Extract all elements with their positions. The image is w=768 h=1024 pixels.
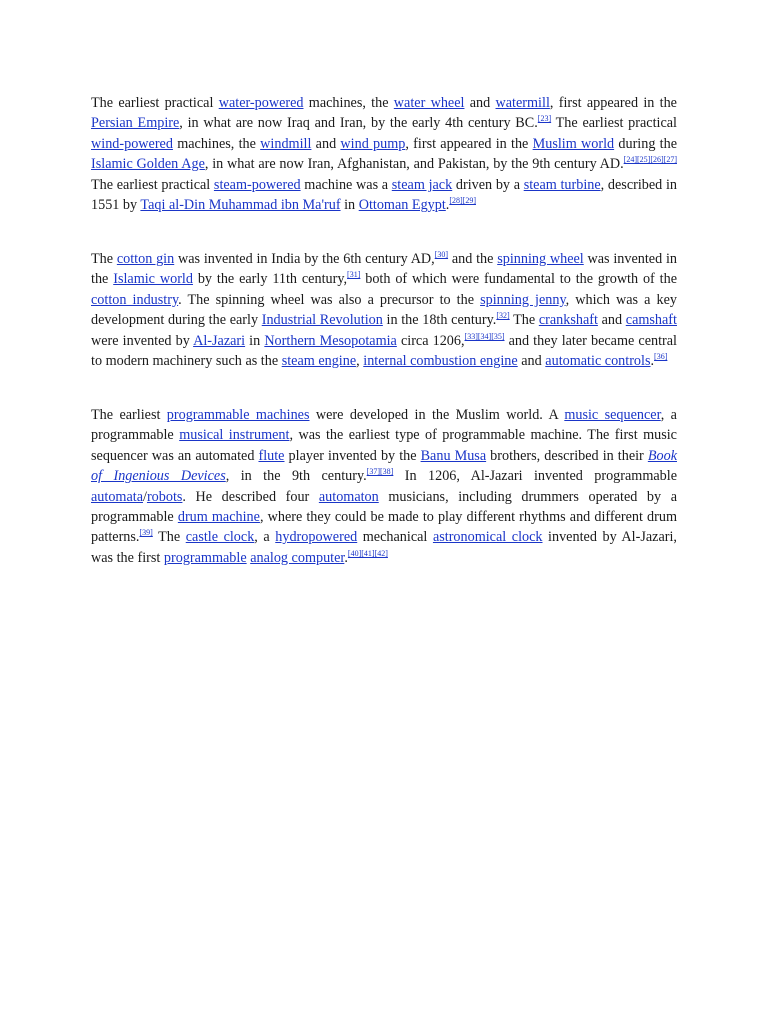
link-automatic-controls[interactable]: automatic controls: [545, 353, 651, 370]
text-run: both of which were fundamental to the growth of the: [360, 271, 677, 288]
text-run: machines, the: [172, 135, 261, 152]
link-al-jazari[interactable]: Al-Jazari: [193, 332, 246, 349]
text-run: were invented by: [91, 332, 194, 349]
link-northern-mesopotamia[interactable]: Northern Mesopotamia: [264, 332, 397, 349]
text-run: and: [517, 353, 546, 370]
text-run: , where they could be made to play different rhythms and different drum patterns.: [91, 509, 677, 546]
text-run: The earliest practical: [91, 176, 214, 193]
text-run: and: [464, 95, 496, 111]
citation-link[interactable]: [36]: [654, 352, 668, 362]
text-run: The earliest practical: [551, 115, 677, 132]
text-run: . He described four: [182, 488, 319, 505]
link-analog-computer[interactable]: analog computer: [250, 549, 345, 566]
link-castle-clock[interactable]: castle clock: [185, 529, 255, 546]
link-ottoman-egypt[interactable]: Ottoman Egypt: [358, 197, 446, 214]
citation-link[interactable]: [40][41][42]: [347, 548, 388, 558]
text-run: , described in 1551 by: [91, 176, 677, 214]
text-run: The earliest: [91, 407, 167, 423]
link-muslim-world[interactable]: Muslim world: [532, 135, 615, 152]
text-run: , first appeared in the: [549, 95, 677, 111]
link-programmable[interactable]: programmable: [163, 549, 247, 566]
citation-link[interactable]: [23]: [537, 114, 552, 124]
link-taqi-al-din-muhammad-ibn-ma-ruf[interactable]: Taqi al-Din Muhammad ibn Ma'ruf: [140, 197, 341, 214]
link-title-italic: Book of Ingenious Devices: [91, 447, 677, 485]
link-cotton-gin[interactable]: cotton gin: [116, 251, 175, 267]
text-run: , in what are now Iran, Afghanistan, and Pakistan, by the 9th century AD.: [204, 156, 624, 173]
paragraph-programmable-machines: [91, 405, 677, 568]
text-run: , first appeared in the: [405, 135, 533, 152]
link-steam-turbine[interactable]: steam turbine: [523, 176, 601, 193]
text-run: musicians, including drummers operated by a programmable: [91, 488, 677, 526]
link-wind-pump[interactable]: wind pump: [340, 135, 406, 152]
link-automata[interactable]: automata: [91, 488, 143, 505]
text-run: .: [344, 549, 348, 566]
text-run: in: [245, 332, 265, 349]
citation-link[interactable]: [30]: [434, 250, 449, 259]
link-astronomical-clock[interactable]: astronomical clock: [432, 529, 543, 546]
text-run: and: [311, 135, 341, 152]
citation-link[interactable]: [39]: [139, 528, 153, 538]
link-crankshaft[interactable]: crankshaft: [538, 312, 598, 329]
text-run: /: [143, 488, 147, 505]
text-run: ,: [356, 353, 364, 370]
text-run: machine was a: [300, 176, 392, 193]
text-run: and: [597, 312, 626, 329]
text-run: In 1206, Al-Jazari invented programmable: [393, 468, 677, 485]
link-hydropowered[interactable]: hydropowered: [275, 529, 358, 546]
link-islamic-golden-age[interactable]: Islamic Golden Age: [91, 156, 205, 173]
text-run: .: [445, 197, 450, 214]
text-run: The earliest practical: [91, 95, 219, 111]
link-water-powered[interactable]: water-powered: [218, 95, 304, 111]
link-industrial-revolution[interactable]: Industrial Revolution: [261, 312, 383, 329]
link-windmill[interactable]: windmill: [260, 135, 312, 152]
text-run: The: [509, 312, 539, 329]
text-run: , in what are now Iraq and Iran, by the early 4th century BC.: [179, 115, 538, 132]
text-run: in: [340, 197, 359, 214]
text-run: was invented in the: [91, 251, 678, 288]
text-run: .: [650, 353, 655, 370]
text-run: , was the earliest type of programmable machine. The first music sequencer was an automated: [91, 427, 677, 464]
link-flute[interactable]: flute: [258, 447, 285, 464]
text-run: player invented by the: [284, 447, 421, 464]
citation-link[interactable]: [37][38]: [366, 467, 394, 477]
link-steam-powered[interactable]: steam-powered: [213, 176, 301, 193]
text-run: invented by Al-Jazari, was the first: [91, 529, 677, 566]
link-drum-machine[interactable]: drum machine: [177, 509, 260, 526]
link-watermill[interactable]: watermill: [495, 95, 550, 111]
link-music-sequencer[interactable]: music sequencer: [564, 407, 661, 423]
text-run: were developed in the Muslim world. A: [309, 407, 565, 423]
link-wind-powered[interactable]: wind-powered: [91, 135, 173, 152]
citation-link[interactable]: [28][29]: [449, 196, 476, 206]
text-run: and they later became central to modern machinery such as the: [91, 332, 677, 370]
citation-link[interactable]: [31]: [347, 270, 361, 280]
citation-link[interactable]: [33][34][35]: [464, 331, 505, 341]
link-internal-combustion-engine[interactable]: internal combustion engine: [363, 353, 518, 370]
text-run: during the: [614, 135, 678, 152]
text-run: in the 18th century.: [382, 312, 497, 329]
text-run: machines, the: [303, 95, 394, 111]
text-run: , a: [254, 529, 276, 546]
text-run: brothers, described in their: [486, 447, 648, 464]
link-camshaft[interactable]: camshaft: [625, 312, 677, 329]
citation-link[interactable]: [24][25][26][27]: [623, 155, 677, 165]
link-spinning-jenny[interactable]: spinning jenny: [480, 291, 566, 308]
paragraph-water-wind-steam-machines: [91, 93, 677, 215]
link-steam-engine[interactable]: steam engine: [281, 353, 357, 370]
text-run: The: [152, 529, 186, 546]
link-steam-jack[interactable]: steam jack: [391, 176, 453, 193]
link-spinning-wheel[interactable]: spinning wheel: [497, 251, 584, 267]
link-automaton[interactable]: automaton: [318, 488, 379, 505]
text-run: , which was a key development during the early: [91, 291, 677, 329]
link-robots[interactable]: robots: [146, 488, 183, 505]
link-banu-musa[interactable]: Banu Musa: [420, 447, 487, 464]
text-run: The: [91, 251, 117, 267]
text-run: and the: [448, 251, 498, 267]
text-run: was invented in India by the 6th century AD,: [174, 251, 435, 267]
text-run: mechanical: [357, 529, 433, 546]
text-run: , a programmable: [91, 407, 677, 444]
link-water-wheel[interactable]: water wheel: [393, 95, 465, 111]
link-cotton-industry[interactable]: cotton industry: [91, 291, 179, 308]
link-musical-instrument[interactable]: musical instrument: [179, 427, 290, 444]
text-run: by the early 11th century,: [192, 271, 348, 288]
text-run: , in the 9th century.: [225, 468, 367, 485]
citation-link[interactable]: [32]: [496, 311, 510, 321]
text-run: driven by a: [452, 176, 524, 193]
text-run: . The spinning wheel was also a precursor to the: [178, 291, 481, 308]
paragraph-cotton-gin-spinning-wheel: [91, 249, 677, 371]
text-run: circa 1206,: [396, 332, 465, 349]
link-islamic-world[interactable]: Islamic world: [113, 271, 193, 288]
link-programmable-machines[interactable]: programmable machines: [166, 407, 310, 423]
link-persian-empire[interactable]: Persian Empire: [91, 115, 180, 132]
